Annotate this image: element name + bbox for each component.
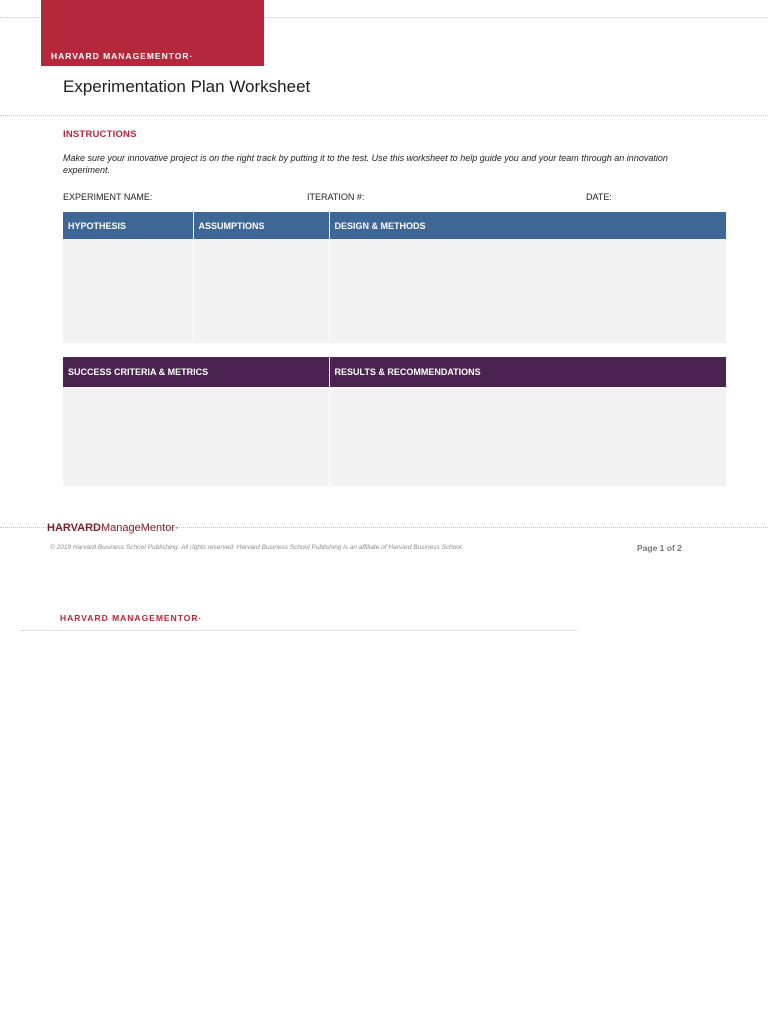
footer-logo-rest: ManageMentor· <box>101 522 179 534</box>
page2-divider <box>20 630 578 631</box>
results-recommendations-cell[interactable] <box>329 387 726 486</box>
experiment-name-label: EXPERIMENT NAME: <box>63 192 153 202</box>
assumptions-cell[interactable] <box>193 239 329 343</box>
hypothesis-cell[interactable] <box>63 239 193 343</box>
results-table-row <box>63 387 726 486</box>
copyright-text: © 2019 Harvard Business School Publishing. All rights reserved. Harvard Business School Publishing is an affiliate of Harvard Business School. <box>50 544 464 551</box>
instructions-heading: INSTRUCTIONS <box>63 129 137 140</box>
hypothesis-header: HYPOTHESIS <box>63 212 193 239</box>
header-divider <box>0 115 768 116</box>
footer-logo <box>47 522 179 534</box>
brand-logo-text: HARVARD MANAGEMENTOR· <box>51 51 194 61</box>
page2-brand-logo: HARVARD MANAGEMENTOR· <box>60 613 203 623</box>
results-recommendations-header: RESULTS & RECOMMENDATIONS <box>329 357 726 387</box>
planning-table <box>63 212 726 343</box>
success-criteria-header: SUCCESS CRITERIA & METRICS <box>63 357 329 387</box>
footer-logo-bold: HARVARD <box>47 522 101 534</box>
success-criteria-cell[interactable] <box>63 387 329 486</box>
brand-banner <box>41 0 264 66</box>
iteration-label: ITERATION #: <box>307 192 365 202</box>
page-number: Page 1 of 2 <box>637 543 682 553</box>
page-title: Experimentation Plan Worksheet <box>63 77 311 96</box>
results-table-header <box>63 357 726 387</box>
design-methods-header: DESIGN & METHODS <box>329 212 726 239</box>
date-label: DATE: <box>586 192 612 202</box>
design-methods-cell[interactable] <box>329 239 726 343</box>
results-table <box>63 357 726 486</box>
instructions-text: Make sure your innovative project is on the right track by putting it to the test. Use this worksheet to help guide you and your team through an innovation experiment. <box>63 153 668 175</box>
planning-table-row <box>63 239 726 343</box>
assumptions-header: ASSUMPTIONS <box>193 212 329 239</box>
planning-table-header <box>63 212 726 239</box>
